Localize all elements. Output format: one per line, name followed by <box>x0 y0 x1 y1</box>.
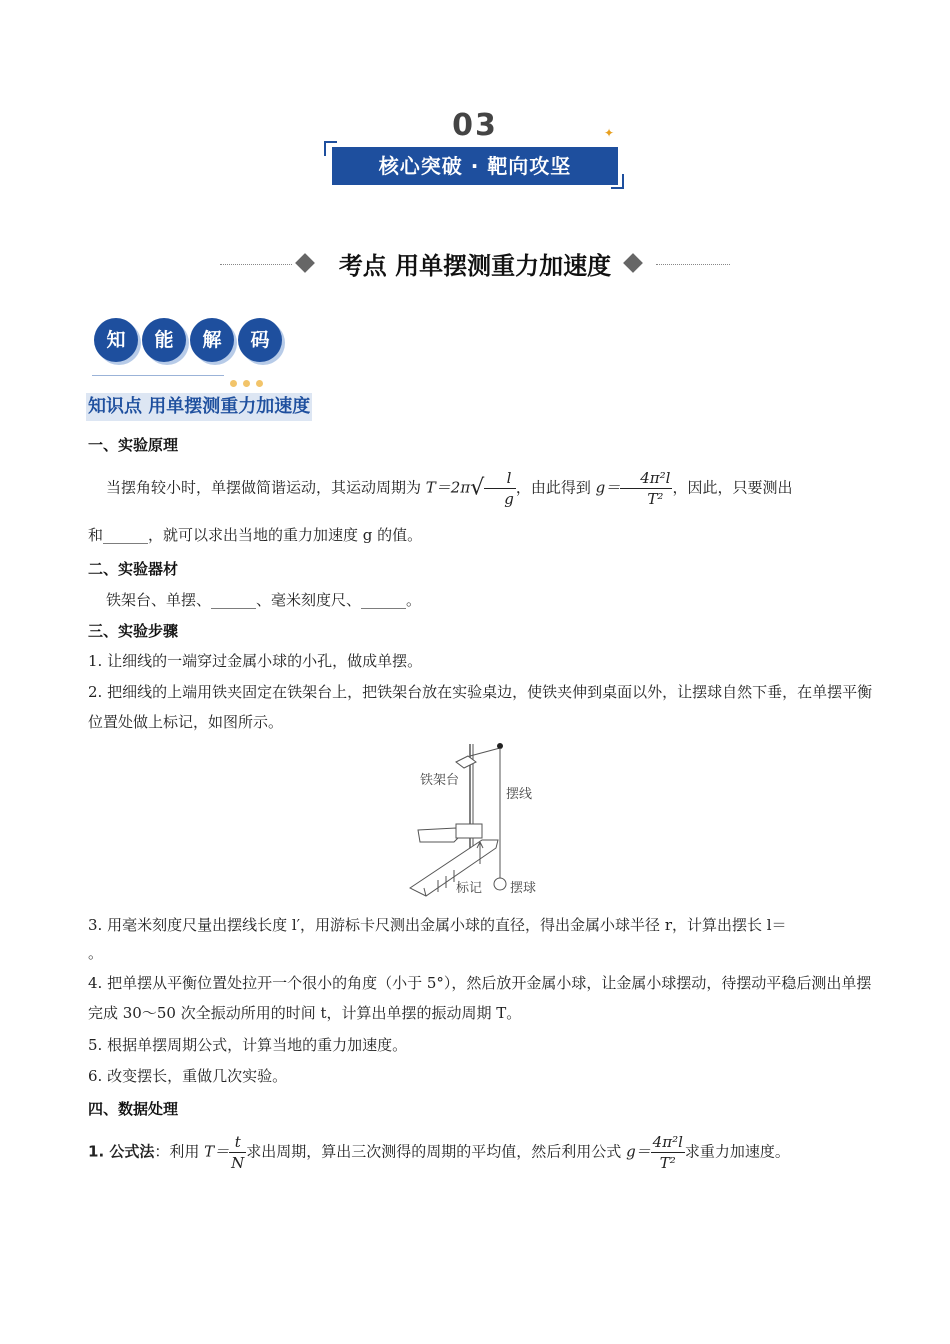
step-6: 6. 改变摆长，重做几次实验。 <box>88 1067 288 1085</box>
section-banner: 核心突破 · 靶向攻坚 <box>332 147 618 185</box>
section-title-row <box>0 244 950 284</box>
sqrt-icon: √ <box>470 475 485 501</box>
knowledge-point-title: 知识点 用单摆测重力加速度 <box>86 393 312 421</box>
sparkle-icon: ✦ <box>604 126 615 140</box>
chapter-number: 03 <box>452 108 498 143</box>
section-title: 考点 用单摆测重力加速度 <box>338 252 612 280</box>
g-fraction: $\frac{\text{4π²l}}{\text{T²}}$ <box>620 468 672 509</box>
principle-line2: 和______，就可以求出当地的重力加速度 g 的值。 <box>88 526 423 544</box>
label-mark: 标记 <box>456 881 483 896</box>
equipment-text: 铁架台、单摆、______、毫米刻度尺、______。 <box>106 591 422 609</box>
sqrt-fraction: $\frac{l}{g}$ <box>484 468 516 509</box>
badge-neng: 能 <box>142 318 186 362</box>
step-2: 2. 把细线的上端用铁夹固定在铁架台上，把铁架台放在实验桌边，使铁夹伸到桌面以外，让摆球自然下垂，在单摆平衡位置处做上标记，如图所示。 <box>88 683 873 731</box>
step-1: 1. 让细线的一端穿过金属小球的小孔，做成单摆。 <box>88 652 423 670</box>
processing-heading: 四、数据处理 <box>88 1100 179 1118</box>
badge-jie: 解 <box>190 318 234 362</box>
right-dotted-line <box>656 264 730 265</box>
g-fraction-2: $\frac{\text{4π²l}}{\text{T²}}$ <box>652 1133 683 1172</box>
badge-ma: 码 <box>238 318 282 362</box>
label-stand: 铁架台 <box>420 773 460 788</box>
processing-item-1: 1. 公式法：利用 T＝ $\frac{t}{N}$ 求出周期，算出三次测得的周期的平均值，然后利用公式 g＝ $\frac{\text{4π²l}}{\text{T²}}$ 求重力加速度。 <box>88 1133 790 1172</box>
steps-heading: 三、实验步骤 <box>88 622 179 640</box>
principle-text: 当摆角较小时，单摆做简谐运动，其运动周期为 T＝2π√ $\frac{l}{g}$ ，由此得到 g＝ $\frac{\text{4π²l}}{\text{T²}}$ ，因此，只要测出 <box>106 469 793 508</box>
badge-underline <box>92 375 224 376</box>
pendulum-figure <box>400 738 560 900</box>
badge-zhi: 知 <box>94 318 138 362</box>
equipment-heading: 二、实验器材 <box>88 560 179 578</box>
step-4: 4. 把单摆从平衡位置处拉开一个很小的角度（小于 5°），然后放开金属小球，让金属小球摆动，待摆动平稳后测出单摆完成 30～50 次全振动所用的时间 t，计算出单摆的振动周期 T。 <box>88 974 872 1022</box>
principle-heading: 一、实验原理 <box>88 436 179 454</box>
step-5: 5. 根据单摆周期公式，计算当地的重力加速度。 <box>88 1036 408 1054</box>
t-fraction: $\frac{t}{N}$ <box>231 1133 245 1172</box>
label-string: 摆线 <box>506 787 533 802</box>
decorative-dots <box>230 372 269 391</box>
step-3: 3. 用毫米刻度尺量出摆线长度 l′，用游标卡尺测出金属小球的直径，得出金属小球半径 r，计算出摆长 l＝ <box>88 916 787 934</box>
step-3-end: 。 <box>88 944 104 962</box>
label-ball: 摆球 <box>510 881 537 896</box>
